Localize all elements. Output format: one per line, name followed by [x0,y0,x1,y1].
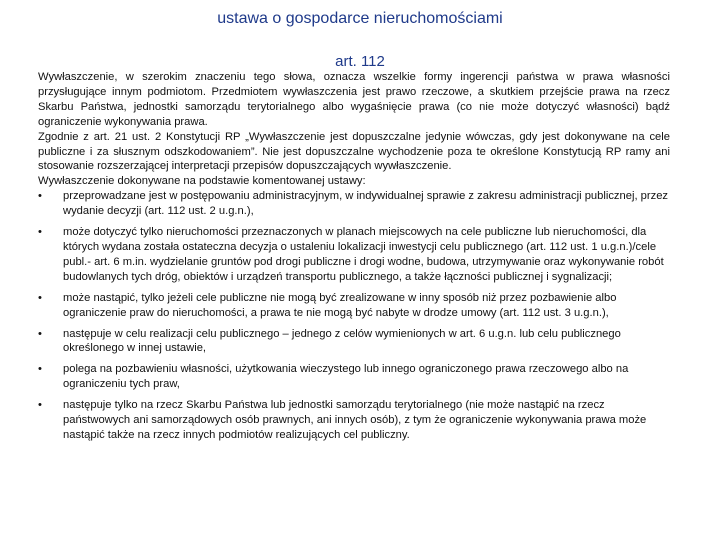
slide-title: ustawa o gospodarce nieruchomościami [217,10,503,27]
list-item [38,398,670,443]
paragraph-constitution: Zgodnie z art. 21 ust. 2 Konstytucji RP „Wywłaszczenie jest dopuszczalne jedynie wówczas, gdy jest dokonywane na cele publiczne i za słusznym odszkodowaniem”. Nie jest dopuszczalne wychodzenie poza te określone Konstytucją RP ramy ani stosowanie rozszerzającej interpretacji przepisów dopuszczających wywłaszczenie. [38,130,670,173]
list-item-text: polega na pozbawieniu własności, użytkowania wieczystego lub innego ograniczonego prawa rzeczowego albo na ograniczeniu tych praw, [63,363,629,391]
list-item-text: może dotyczyć tylko nieruchomości przeznaczonych w planach miejscowych na cele publiczne lub nieruchomości, dla których wydana została ostateczna decyzja o ustaleniu lokalizacji inwestycji celu publicznego (art. 112 ust. 1 u.g.n.)/cele publ.- art. 6 m.in. wydzielanie gruntów pod drogi publiczne i drogi wodne, budowa, utrzymywanie oraz wykonywanie robót budowlanych tych dróg, obiektów i urządzeń transportu publicznego, a także łączności publicznej i sygnalizacji; [63,226,664,283]
list-item-text: następuje w celu realizacji celu publicznego – jednego z celów wymienionych w art. 6 u.g.n. lub celu publicznego określonego w innej ustawie, [63,327,621,355]
bullet-icon: • [38,363,42,376]
bullet-icon: • [38,226,42,239]
paragraph-intro: Wywłaszczenie dokonywane na podstawie komentowanej ustawy: [38,175,366,188]
list-item [38,327,670,357]
list-item [38,225,670,285]
list-item-text: przeprowadzane jest w postępowaniu administracyjnym, w indywidualnej sprawie z zakresu administracji publicznej, przez wydanie decyzji (art. 112 ust. 2 u.g.n.), [63,190,669,218]
list-item [38,362,670,392]
bullet-icon: • [38,399,42,412]
list-item-text: następuje tylko na rzecz Skarbu Państwa lub jednostki samorządu terytorialnego (nie może nastąpić na rzecz państwowych ani samorządowych osób prawnych, ani innych osób), z tym że ograniczenie wykonywania prawa może nastąpić także na rzecz innych podmiotów realizujących cel publiczny. [63,399,647,441]
bullet-icon: • [38,327,42,340]
list-item [38,189,670,219]
list-item [38,291,670,321]
bullet-icon: • [38,190,42,203]
bullet-list [38,189,670,443]
paragraph-definition: Wywłaszczenie, w szerokim znaczeniu tego słowa, oznacza wszelkie formy ingerencji państwa w prawa własności przysługujące innym podmiotom. Przedmiotem wywłaszczenia jest prawo rzeczowe, a skutkiem przejście prawa na rzecz Skarbu Państwa, jednostki samorządu terytorialnego albo wygaśnięcie prawa (co nie może dotyczyć własności) bądź ograniczenie wykonywania prawa. [38,71,670,128]
article-heading: art. 112 [335,53,385,70]
list-item-text: może nastąpić, tylko jeżeli cele publiczne nie mogą być zrealizowane w inny sposób niż przez pozbawienie albo ograniczenie praw do nieruchomości, a prawa te nie mogą być nabyte w drodze umowy (art. 112 ust. 3 u.g.n.), [63,291,617,319]
content-body [38,70,670,449]
bullet-icon: • [38,291,42,304]
